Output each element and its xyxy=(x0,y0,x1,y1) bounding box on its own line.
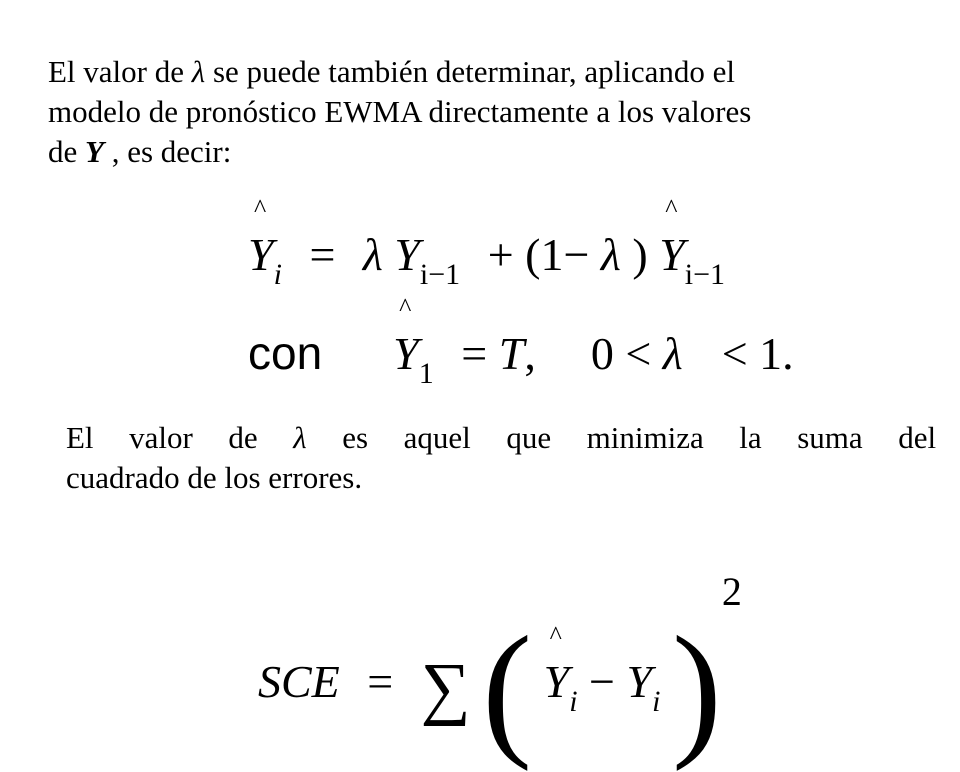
less-than: < xyxy=(625,328,652,379)
y-variable: Y xyxy=(659,229,685,280)
one-period: 1. xyxy=(759,328,794,379)
initial-condition-equation xyxy=(248,293,794,390)
lambda-symbol: λ xyxy=(662,328,683,379)
ewma-equation xyxy=(248,194,726,291)
word: de xyxy=(228,420,258,455)
y-variable: Y xyxy=(626,656,653,707)
intro-line-2: modelo de pronóstico EWMA directamente a los valores xyxy=(48,94,752,129)
minus-sign: − xyxy=(563,229,590,280)
word: El xyxy=(66,420,94,455)
intro-line-3 xyxy=(48,132,928,172)
lambda-symbol: λ xyxy=(191,54,206,89)
lambda-symbol: λ xyxy=(293,420,307,455)
word: suma xyxy=(797,420,863,455)
plus-sign: + xyxy=(487,229,514,280)
text: El valor de xyxy=(48,54,192,89)
subscript-i: i xyxy=(273,258,282,291)
lambda-symbol: λ xyxy=(362,229,383,280)
comma: , xyxy=(524,328,536,379)
subscript-i-minus-1: i−1 xyxy=(684,258,726,291)
sce-line-1 xyxy=(66,418,936,458)
intro-line-1 xyxy=(48,52,928,92)
exponent-two: 2 xyxy=(721,569,742,614)
subscript-i-minus-1: i−1 xyxy=(419,258,461,291)
equals-sign: = xyxy=(309,229,336,280)
open-paren: ( xyxy=(482,606,533,772)
y-variable: Y xyxy=(394,229,420,280)
close-paren: ) xyxy=(671,606,722,772)
hat-mark: ^ xyxy=(399,293,412,322)
hat-mark: ^ xyxy=(254,194,267,223)
text: se puede también determinar, aplicando el xyxy=(205,54,736,89)
word: aquel xyxy=(403,420,471,455)
y-variable: Y xyxy=(393,328,419,379)
y-hat-term xyxy=(659,194,685,280)
sum-symbol: ∑ xyxy=(420,650,471,727)
sce-equation xyxy=(258,569,742,772)
subscript-one: 1 xyxy=(418,357,434,390)
sce-line-2: cuadrado de los errores. xyxy=(66,460,363,495)
word: que xyxy=(506,420,552,455)
word: valor xyxy=(129,420,193,455)
sce-paragraph xyxy=(66,418,936,498)
text: de xyxy=(48,134,86,169)
hat-mark: ^ xyxy=(549,621,562,650)
lambda-symbol: λ xyxy=(600,229,621,280)
intro-paragraph xyxy=(48,52,928,172)
word: minimiza xyxy=(586,420,704,455)
equals-sign: = xyxy=(367,656,394,707)
con-word: con xyxy=(248,327,323,379)
sce-label: SCE xyxy=(258,656,340,707)
open-paren-one: (1 xyxy=(525,229,564,280)
word: la xyxy=(739,420,762,455)
zero: 0 xyxy=(590,328,614,379)
t-variable: T xyxy=(498,328,525,379)
less-than: < xyxy=(721,328,748,379)
y-variable: Y xyxy=(543,656,570,707)
y-hat-term xyxy=(248,194,274,280)
close-paren: ) xyxy=(632,229,648,280)
word: del xyxy=(898,420,937,455)
text: , es decir: xyxy=(103,134,232,169)
hat-mark: ^ xyxy=(665,194,678,223)
equals-sign: = xyxy=(461,328,488,379)
minus-sign: − xyxy=(589,656,615,707)
y-hat-term xyxy=(543,621,570,707)
y-variable: Y xyxy=(248,229,274,280)
y-hat-term xyxy=(393,293,419,379)
subscript-i: i xyxy=(569,685,578,718)
subscript-i: i xyxy=(652,685,661,718)
word: es xyxy=(342,420,369,455)
y-symbol: Y xyxy=(85,134,104,169)
